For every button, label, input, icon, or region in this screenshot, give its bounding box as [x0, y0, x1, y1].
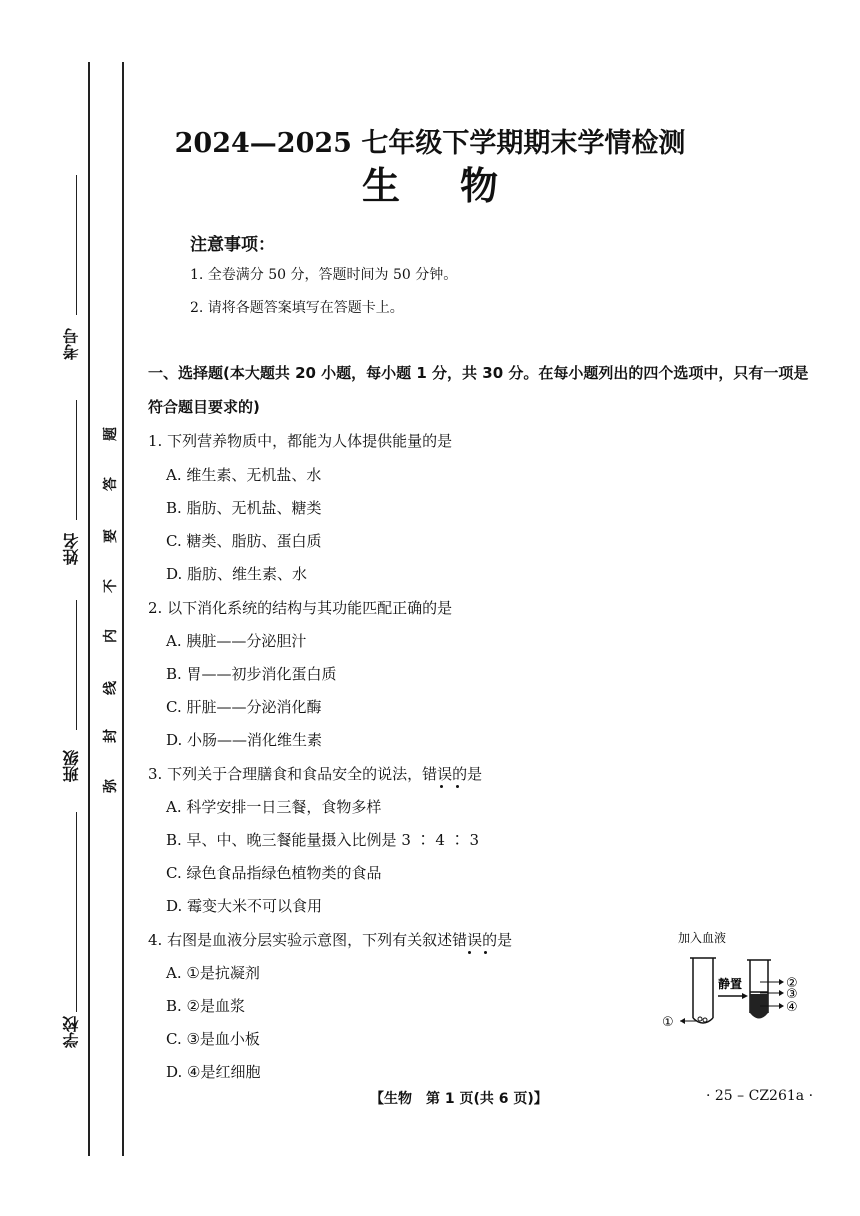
subject-title: 生物: [361, 164, 558, 208]
question-stem: 3. 下列关于合理膳食和食品安全的说法，错误的是: [148, 765, 483, 783]
emphasis-dot: [440, 785, 443, 788]
binding-inner-line: [122, 62, 124, 1156]
exam-title: 2024—2025 七年级下学期期末学情检测: [174, 128, 686, 159]
marker-3: ③: [786, 987, 798, 1002]
emphasis-dot: [484, 951, 487, 954]
option: A. 胰脏——分泌胆汁: [166, 632, 307, 650]
section-heading: 一、选择题(本大题共 20 小题，每小题 1 分，共 30 分。在每小题列出的四个选项中，只有一项是符合题目要求的): [148, 364, 809, 416]
class-label: 班级: [62, 750, 81, 782]
emphasis-dot: [468, 951, 471, 954]
note-item: 1. 全卷满分 50 分，答题时间为 50 分钟。: [190, 267, 458, 283]
seal-char: 不: [103, 579, 119, 593]
marker-2: ②: [786, 976, 798, 991]
emphasis-dot: [456, 785, 459, 788]
option: A. 科学安排一日三餐，食物多样: [166, 798, 382, 816]
marker-1: ①: [662, 1015, 674, 1030]
exam-number-label: 考号: [62, 328, 81, 360]
option: A. 维生素、无机盐、水: [166, 466, 322, 484]
option: A. ①是抗凝剂: [166, 964, 260, 982]
seal-char: 弥: [103, 779, 119, 793]
seal-char: 内: [103, 629, 119, 643]
figure-label-settle: 静置: [718, 977, 743, 991]
tube-right: [747, 960, 771, 1019]
option: D. ④是红细胞: [166, 1063, 261, 1081]
option: C. 肝脏——分泌消化酶: [166, 698, 322, 716]
option: C. ③是血小板: [166, 1030, 260, 1048]
option: D. 脂肪、维生素、水: [166, 565, 308, 583]
question-stem: 2. 以下消化系统的结构与其功能匹配正确的是: [148, 599, 453, 617]
seal-char: 线: [103, 681, 119, 695]
figure-label-add-blood: 加入血液: [678, 931, 727, 945]
page-footer: 【生物 第 1 页(共 6 页)】: [370, 1091, 548, 1107]
question-stem: 4. 右图是血液分层实验示意图，下列有关叙述错误的是: [148, 931, 513, 949]
option: C. 绿色食品指绿色植物类的食品: [166, 864, 382, 882]
option: D. 霉变大米不可以食用: [166, 897, 323, 915]
school-label: 学校: [62, 1016, 81, 1048]
notes-heading: 注意事项：: [190, 235, 275, 255]
tube-left: [680, 958, 716, 1024]
marker-4: ④: [786, 1000, 798, 1015]
option: B. ②是血浆: [166, 997, 246, 1015]
option: D. 小肠——消化维生素: [166, 731, 323, 749]
seal-char: 答: [103, 477, 119, 491]
question-stem: 1. 下列营养物质中，都能为人体提供能量的是: [148, 432, 453, 450]
paper-code: · 25 – CZ261a ·: [706, 1088, 814, 1104]
option: C. 糖类、脂肪、蛋白质: [166, 532, 322, 550]
name-line: [76, 400, 77, 520]
option: B. 胃——初步消化蛋白质: [166, 665, 337, 683]
blood-layering-figure: [660, 928, 810, 1038]
seal-char: 题: [103, 427, 119, 441]
seal-char: 封: [103, 729, 119, 743]
binding-outer-line: [88, 62, 90, 1156]
school-line: [76, 812, 77, 1012]
name-label: 姓名: [62, 533, 81, 565]
class-line: [76, 600, 77, 730]
note-item: 2. 请将各题答案填写在答题卡上。: [190, 300, 404, 316]
seal-char: 要: [103, 529, 119, 543]
option: B. 脂肪、无机盐、糖类: [166, 499, 322, 517]
option: B. 早、中、晚三餐能量摄入比例是 3 ∶ 4 ∶ 3: [166, 831, 480, 849]
